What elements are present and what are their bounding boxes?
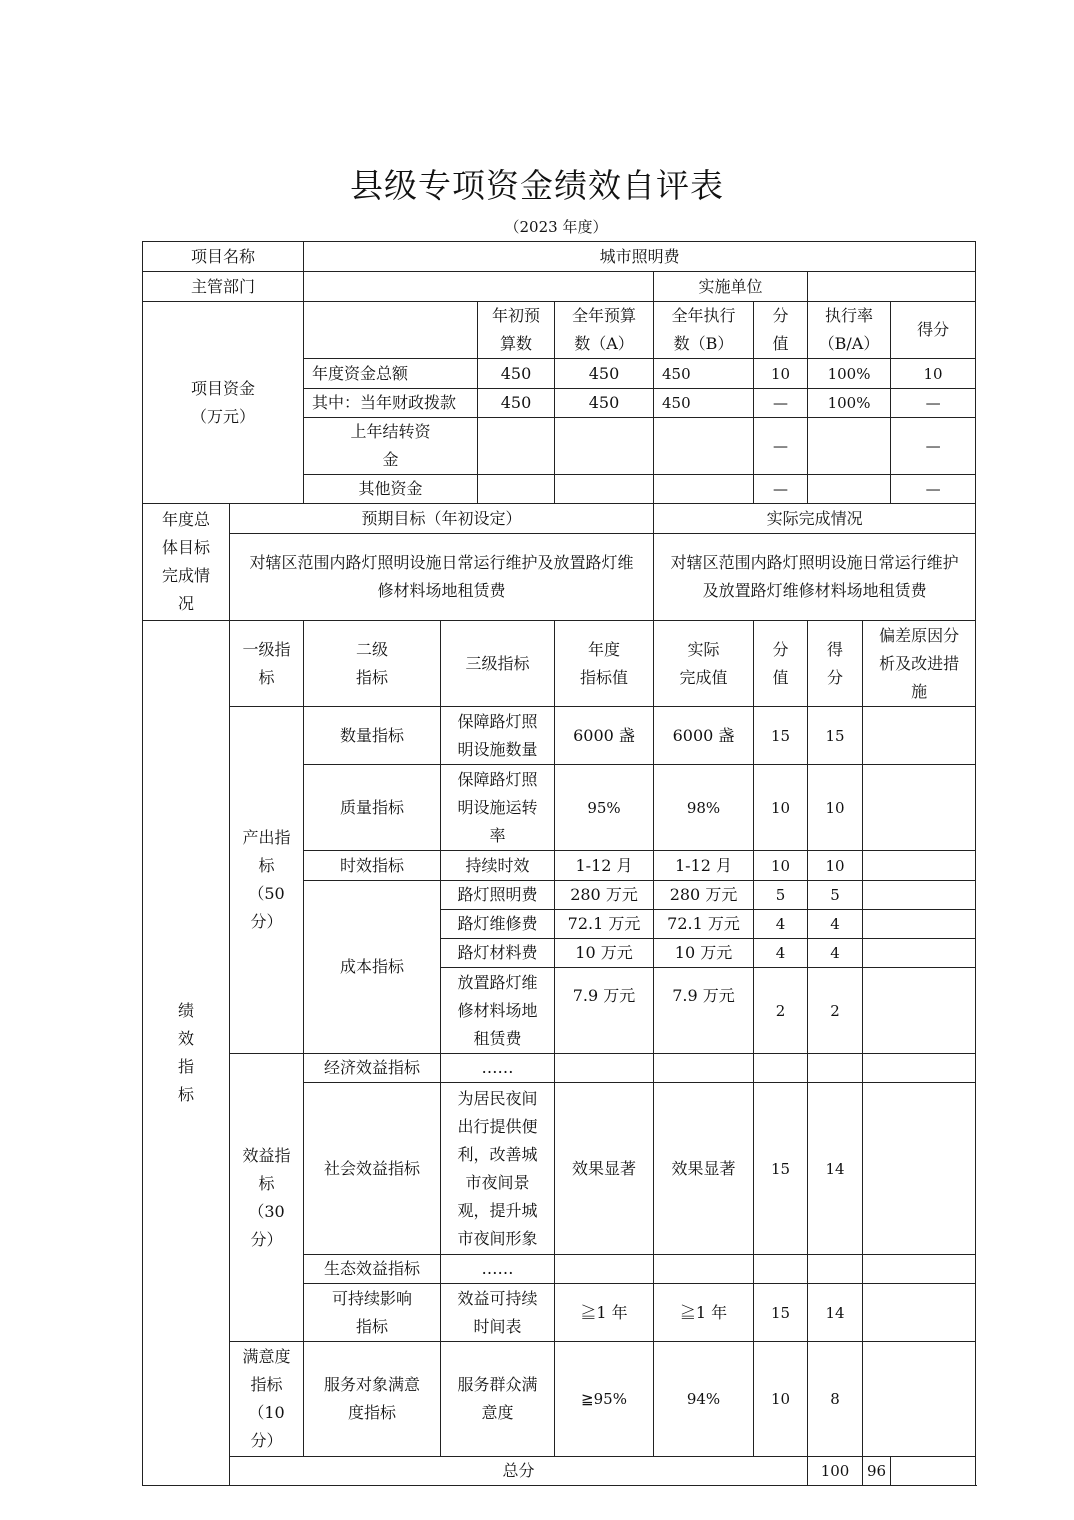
indicator-l2: 社会效益指标 [304, 1083, 441, 1255]
funds-row-executed [654, 475, 754, 504]
indicator-l3: …… [441, 1054, 555, 1083]
goals-actual-header: 实际完成情况 [654, 504, 976, 534]
indicator-l3: 为居民夜间 出行提供便 利，改善城 市夜间景 观，提升城 市夜间形象 [441, 1083, 555, 1255]
indicator-value: 2 [754, 968, 808, 1054]
indicator-value: 5 [754, 881, 808, 910]
indicator-value: 10 [754, 851, 808, 881]
indicator-score: 5 [808, 881, 863, 910]
funds-row-initial: 450 [478, 359, 555, 389]
funds-row-name: 上年结转资 金 [304, 418, 478, 475]
impl-unit-value [808, 272, 976, 302]
funds-row-budget: 450 [555, 359, 654, 389]
evaluation-table [142, 241, 976, 1486]
indicator-actual: 7.9 万元 [654, 968, 754, 1054]
indicator-deviation [863, 1054, 976, 1083]
indicator-l3: 路灯维修费 [441, 910, 555, 939]
satisfaction-label: 满意度 指标 （10 分） [230, 1342, 304, 1457]
indicator-l3: 持续时效 [441, 851, 555, 881]
goals-label: 年度总 体目标 完成情 况 [143, 504, 230, 621]
funds-row-executed: 450 [654, 359, 754, 389]
indicator-score: 4 [808, 939, 863, 968]
indicator-actual: 效果显著 [654, 1083, 754, 1255]
funds-row-name: 年度资金总额 [304, 359, 478, 389]
indicator-deviation [863, 765, 976, 851]
total-score: 96 [863, 1457, 891, 1486]
indicator-target: 7.9 万元 [555, 968, 654, 1054]
indicator-header-value: 分 值 [754, 621, 808, 707]
indicator-row [143, 1342, 976, 1457]
indicator-target: 效果显著 [555, 1083, 654, 1255]
funds-header-blank [304, 302, 478, 359]
funds-header-executed: 全年执行 数（B） [654, 302, 754, 359]
indicator-score: 2 [808, 968, 863, 1054]
indicator-actual: 6000 盏 [654, 707, 754, 765]
indicator-target: 280 万元 [555, 881, 654, 910]
indicator-l2: 生态效益指标 [304, 1255, 441, 1284]
indicators-label: 绩 效 指 标 [143, 621, 230, 1486]
funds-row-initial [478, 475, 555, 504]
project-name-value: 城市照明费 [304, 242, 976, 272]
indicator-value [754, 1255, 808, 1284]
total-label: 总分 [230, 1457, 808, 1486]
dept-value [304, 272, 654, 302]
indicator-deviation [863, 1342, 976, 1457]
indicator-actual: 10 万元 [654, 939, 754, 968]
indicator-target: 10 万元 [555, 939, 654, 968]
indicator-value: 4 [754, 910, 808, 939]
indicator-l2: 经济效益指标 [304, 1054, 441, 1083]
funds-row-score-value: 10 [754, 359, 808, 389]
indicator-score: 14 [808, 1284, 863, 1342]
funds-header-initial: 年初预 算数 [478, 302, 555, 359]
dept-row [143, 272, 976, 302]
page-title: 县级专项资金绩效自评表 [350, 166, 724, 205]
indicator-l3: 路灯材料费 [441, 939, 555, 968]
indicator-actual: ≧1 年 [654, 1284, 754, 1342]
funds-row-rate: 100% [808, 389, 891, 418]
indicator-header-l1: 一级指 标 [230, 621, 304, 707]
indicator-value: 10 [754, 1342, 808, 1457]
indicator-target: ≧95% [555, 1342, 654, 1457]
indicator-header-l3: 三级指标 [441, 621, 555, 707]
indicator-header-row [143, 621, 976, 707]
indicator-value [754, 1054, 808, 1083]
goals-header-row [143, 504, 976, 534]
impl-unit-label: 实施单位 [654, 272, 808, 302]
indicator-l3: 放置路灯维 修材料场地 租赁费 [441, 968, 555, 1054]
indicator-deviation [863, 1255, 976, 1284]
indicator-l3: 保障路灯照 明设施数量 [441, 707, 555, 765]
indicator-deviation [863, 910, 976, 939]
indicator-actual: 72.1 万元 [654, 910, 754, 939]
indicator-deviation [863, 968, 976, 1054]
indicator-row [143, 707, 976, 765]
indicator-score [808, 1255, 863, 1284]
funds-row-initial [478, 418, 555, 475]
funds-label: 项目资金 （万元） [143, 302, 304, 504]
indicator-l3: 效益可持续 时间表 [441, 1284, 555, 1342]
indicator-score: 10 [808, 851, 863, 881]
goals-expected-text: 对辖区范围内路灯照明设施日常运行维护及放置路灯维修材料场地租赁费 [230, 534, 654, 621]
indicator-l3: 路灯照明费 [441, 881, 555, 910]
indicator-score [808, 1054, 863, 1083]
indicator-row [143, 1054, 976, 1083]
funds-row-name: 其中：当年财政拨款 [304, 389, 478, 418]
indicator-target: 6000 盏 [555, 707, 654, 765]
indicator-deviation [863, 1284, 976, 1342]
indicator-l2: 质量指标 [304, 765, 441, 851]
funds-row-rate: 100% [808, 359, 891, 389]
funds-row-rate [808, 475, 891, 504]
indicator-actual: 98% [654, 765, 754, 851]
indicator-l2: 可持续影响 指标 [304, 1284, 441, 1342]
indicator-deviation [863, 851, 976, 881]
indicator-deviation [863, 939, 976, 968]
funds-header-budget: 全年预算 数（A） [555, 302, 654, 359]
indicator-header-target: 年度 指标值 [555, 621, 654, 707]
indicator-header-actual: 实际 完成值 [654, 621, 754, 707]
indicator-header-l2: 二级 指标 [304, 621, 441, 707]
funds-row-score-value: — [754, 418, 808, 475]
funds-row-budget [555, 418, 654, 475]
funds-row-score: — [891, 389, 976, 418]
benefit-label: 效益指 标 （30 分） [230, 1054, 304, 1342]
total-value: 100 [808, 1457, 863, 1486]
indicator-score: 14 [808, 1083, 863, 1255]
funds-row-score: — [891, 418, 976, 475]
project-name-label: 项目名称 [143, 242, 304, 272]
indicator-target [555, 1054, 654, 1083]
indicator-actual: 94% [654, 1342, 754, 1457]
indicator-value: 10 [754, 765, 808, 851]
funds-row-score: 10 [891, 359, 976, 389]
funds-row-executed: 450 [654, 389, 754, 418]
dept-label: 主管部门 [143, 272, 304, 302]
indicator-score: 15 [808, 707, 863, 765]
indicator-value: 15 [754, 1083, 808, 1255]
funds-row-name: 其他资金 [304, 475, 478, 504]
funds-header-score-value: 分 值 [754, 302, 808, 359]
indicator-header-score: 得 分 [808, 621, 863, 707]
indicator-target: ≧1 年 [555, 1284, 654, 1342]
indicator-deviation [863, 707, 976, 765]
indicator-l2: 服务对象满意 度指标 [304, 1342, 441, 1457]
goals-expected-header: 预期目标（年初设定） [230, 504, 654, 534]
indicator-actual [654, 1054, 754, 1083]
total-deviation [891, 1457, 976, 1486]
funds-row-budget: 450 [555, 389, 654, 418]
indicator-target [555, 1255, 654, 1284]
funds-row-score-value: — [754, 475, 808, 504]
indicator-score: 4 [808, 910, 863, 939]
goals-actual-text: 对辖区范围内路灯照明设施日常运行维护及放置路灯维修材料场地租赁费 [654, 534, 976, 621]
indicator-deviation [863, 881, 976, 910]
indicator-target: 1-12 月 [555, 851, 654, 881]
indicator-l2: 成本指标 [304, 881, 441, 1054]
funds-row-budget [555, 475, 654, 504]
indicator-l2: 时效指标 [304, 851, 441, 881]
indicator-target: 95% [555, 765, 654, 851]
indicator-target: 72.1 万元 [555, 910, 654, 939]
funds-row-score: — [891, 475, 976, 504]
indicator-l3: 服务群众满 意度 [441, 1342, 555, 1457]
indicator-actual: 1-12 月 [654, 851, 754, 881]
indicator-actual: 280 万元 [654, 881, 754, 910]
project-name-row [143, 242, 976, 272]
year-subtitle: （2023 年度） [504, 218, 608, 236]
total-row [143, 1457, 976, 1486]
indicator-score: 8 [808, 1342, 863, 1457]
indicator-l3: …… [441, 1255, 555, 1284]
funds-header-rate: 执行率 （B/A） [808, 302, 891, 359]
indicator-header-deviation: 偏差原因分 析及改进措 施 [863, 621, 976, 707]
output-label: 产出指 标 （50 分） [230, 707, 304, 1054]
indicator-value: 15 [754, 1284, 808, 1342]
funds-header-row [143, 302, 976, 359]
funds-row-score-value: — [754, 389, 808, 418]
indicator-deviation [863, 1083, 976, 1255]
indicator-l3: 保障路灯照 明设施运转 率 [441, 765, 555, 851]
funds-row-executed [654, 418, 754, 475]
indicator-value: 15 [754, 707, 808, 765]
indicator-value: 4 [754, 939, 808, 968]
funds-row-initial: 450 [478, 389, 555, 418]
funds-row-rate [808, 418, 891, 475]
indicator-score: 10 [808, 765, 863, 851]
indicator-l2: 数量指标 [304, 707, 441, 765]
goals-content-row [143, 534, 976, 621]
funds-header-score: 得分 [891, 302, 976, 359]
indicator-actual [654, 1255, 754, 1284]
